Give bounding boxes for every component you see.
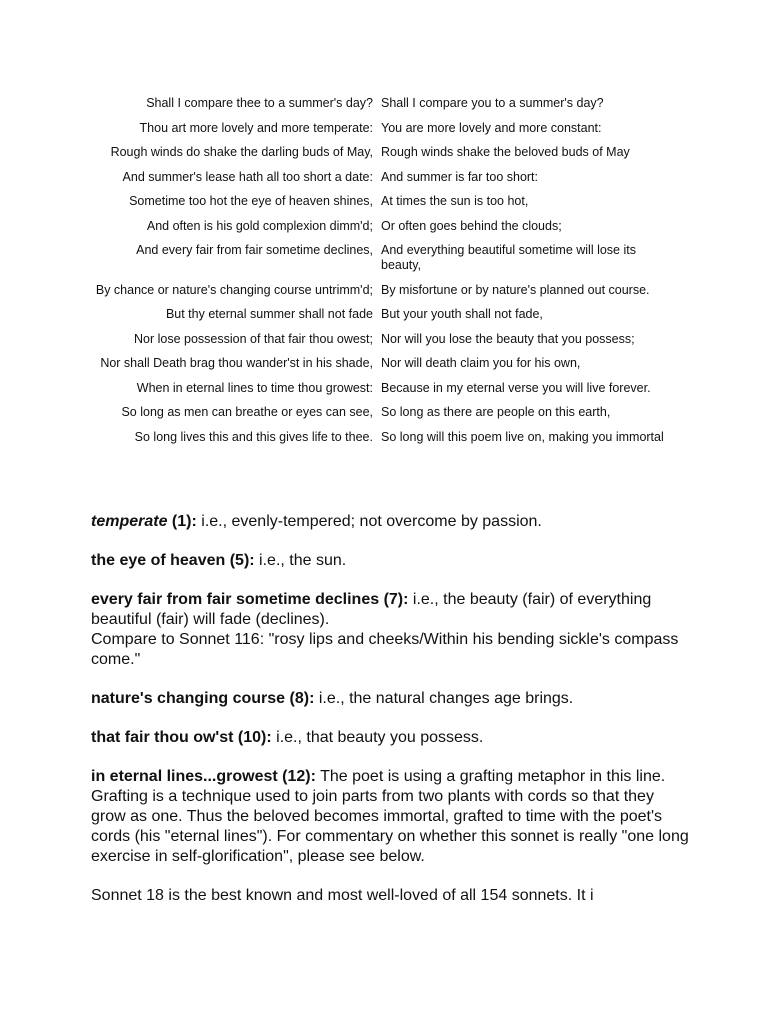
sonnet-row-2	[0, 121, 768, 136]
note-text: The poet is using a grafting metaphor in this line. Grafting is a technique used to join parts from two plants with cords so that they grow as one. Thus the beloved becomes immortal, grafted to time with the poet's cords (his "eternal lines"). For commentary on whether this sonnet is really "one long exercise in self-glorification", please see below.	[91, 768, 689, 865]
modern-line: Rough winds shake the beloved buds of May	[381, 145, 630, 159]
original-line: By chance or nature's changing course untrimm'd;	[95, 282, 373, 297]
sonnet-row-10	[0, 332, 768, 347]
note-term: temperate	[91, 513, 168, 530]
modern-line: So long as there are people on this earth,	[381, 405, 611, 419]
closing-paragraph: Sonnet 18 is the best known and most well-loved of all 154 sonnets. It i	[91, 887, 594, 904]
sonnet-row-9	[0, 307, 768, 322]
modern-line: Nor will death claim you for his own,	[381, 356, 581, 370]
modern-line: Because in my eternal verse you will live forever.	[381, 380, 651, 395]
sonnet-row-3	[0, 145, 768, 160]
modern-line: And everything beautiful sometime will lose its beauty,	[381, 243, 636, 272]
original-line: Rough winds do shake the darling buds of May,	[110, 145, 373, 159]
sonnet-row-6	[0, 219, 768, 234]
note-term: every fair from fair sometime declines (7):	[91, 591, 409, 608]
original-line: When in eternal lines to time thou growest:	[136, 380, 373, 395]
sonnet-row-5	[0, 194, 768, 209]
original-line: Nor lose possession of that fair thou owest;	[133, 331, 373, 346]
note-that-fair	[91, 728, 691, 748]
note-eternal-lines	[91, 767, 691, 867]
original-line: Shall I compare thee to a summer's day?	[146, 96, 373, 110]
original-line: Nor shall Death brag thou wander'st in his shade,	[100, 356, 373, 370]
modern-line: You are more lovely and more constant:	[381, 120, 602, 135]
sonnet-row-12	[0, 381, 768, 396]
note-every-fair	[91, 590, 691, 670]
original-line: And often is his gold complexion dimm'd;	[146, 218, 373, 233]
note-text: i.e., the beauty (fair) of everything beautiful (fair) will fade (declines).	[91, 591, 652, 628]
note-text: i.e., the sun.	[254, 552, 347, 569]
modern-line: And summer is far too short:	[381, 169, 539, 184]
note-text: i.e., the natural changes age brings.	[314, 690, 574, 707]
sonnet-table	[0, 96, 768, 445]
original-line: Sometime too hot the eye of heaven shines,	[129, 194, 373, 208]
modern-line: At times the sun is too hot,	[381, 194, 529, 208]
modern-line: So long will this poem live on, making you immortal	[381, 429, 664, 444]
modern-line: Shall I compare you to a summer's day?	[381, 96, 604, 110]
note-text: i.e., that beauty you possess.	[271, 729, 484, 746]
sonnet-row-11	[0, 356, 768, 371]
original-line: So long as men can breathe or eyes can see,	[121, 405, 373, 419]
note-eye-of-heaven	[91, 551, 691, 571]
note-text: i.e., evenly-tempered; not overcome by passion.	[196, 513, 542, 530]
sonnet-row-4	[0, 170, 768, 185]
original-line: And every fair from fair sometime declines,	[136, 243, 373, 257]
note-compare: Compare to Sonnet 116: "rosy lips and cheeks/Within his bending sickle's compass come."	[91, 631, 679, 668]
original-line: But thy eternal summer shall not fade	[165, 307, 373, 321]
sonnet-row-13	[0, 405, 768, 420]
note-term: nature's changing course (8):	[91, 690, 315, 707]
sonnet-row-1	[0, 96, 768, 111]
sonnet-row-7	[0, 243, 768, 273]
note-ref: (1):	[167, 513, 197, 530]
note-temperate	[91, 512, 691, 532]
original-line: So long lives this and this gives life to thee.	[134, 429, 373, 444]
original-line: And summer's lease hath all too short a date:	[122, 169, 373, 184]
modern-line: By misfortune or by nature's planned out course.	[381, 282, 650, 297]
note-term: the eye of heaven (5):	[91, 552, 255, 569]
note-natures-course	[91, 689, 691, 709]
original-line: Thou art more lovely and more temperate:	[139, 120, 373, 135]
sonnet-row-8	[0, 283, 768, 298]
note-term: that fair thou ow'st (10):	[91, 729, 272, 746]
modern-line: Or often goes behind the clouds;	[381, 218, 562, 233]
sonnet-row-14	[0, 430, 768, 445]
notes-section	[91, 512, 691, 925]
note-term: in eternal lines...growest (12):	[91, 768, 316, 785]
modern-line: But your youth shall not fade,	[381, 307, 543, 321]
modern-line: Nor will you lose the beauty that you possess;	[381, 331, 635, 346]
